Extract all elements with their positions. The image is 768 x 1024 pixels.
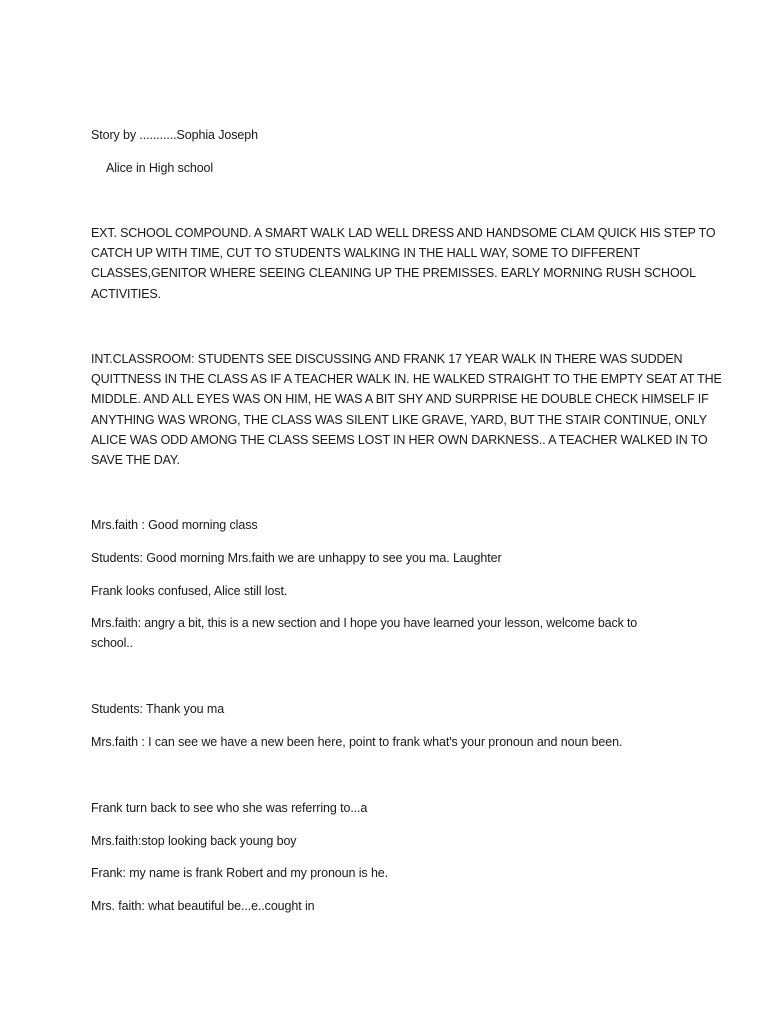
dialogue-paragraph <box>91 613 691 653</box>
dialogue-line: Frank: my name is frank Robert and my pronoun is he. <box>91 866 389 880</box>
story-title: Alice in High school <box>106 161 214 175</box>
scene-line: MIDDLE. AND ALL EYES WAS ON HIM, HE WAS A BIT SHY AND SURPRISE HE DOUBLE CHECK HIMSELF IF <box>91 392 709 407</box>
dialogue-line: Students: Thank you ma <box>91 702 225 716</box>
dialogue-line: Mrs. faith: what beautiful be...e..cought in <box>91 899 315 913</box>
scene-line: ALICE WAS ODD AMONG THE CLASS SEEMS LOST IN HER OWN DARKNESS.. A TEACHER WALKED IN TO <box>91 432 708 447</box>
scene-line: CATCH UP WITH TIME, CUT TO STUDENTS WALKING IN THE HALL WAY, SOME TO DIFFERENT <box>91 246 641 261</box>
scene-line: QUITTNESS IN THE CLASS AS IF A TEACHER WALK IN. HE WALKED STRAIGHT TO THE EMPTY SEAT AT THE <box>91 372 722 387</box>
dialogue-line: Mrs.faith : I can see we have a new been here, point to frank what's your pronoun and noun been. <box>91 735 623 749</box>
scene-line: INT.CLASSROOM: STUDENTS SEE DISCUSSING AND FRANK 17 YEAR WALK IN THERE WAS SUDDEN <box>91 352 683 366</box>
dialogue-line: Mrs.faith:stop looking back young boy <box>91 834 297 848</box>
dialogue-line: Mrs.faith: angry a bit, this is a new section and I hope you have learned your lesson, welcome back to <box>91 616 638 630</box>
dialogue-line: school.. <box>91 636 133 651</box>
scene-heading-int <box>91 349 722 470</box>
dialogue-line: Frank looks confused, Alice still lost. <box>91 584 288 598</box>
byline: Story by ...........Sophia Joseph <box>91 128 258 142</box>
scene-line: SAVE THE DAY. <box>91 453 180 468</box>
dialogue-line: Frank turn back to see who she was referring to...a <box>91 801 368 815</box>
scene-line: CLASSES,GENITOR WHERE SEEING CLEANING UP THE PREMISSES. EARLY MORNING RUSH SCHOOL <box>91 266 696 281</box>
scene-line: EXT. SCHOOL COMPOUND. A SMART WALK LAD WELL DRESS AND HANDSOME CLAM QUICK HIS STEP TO <box>91 226 716 240</box>
scene-line: ACTIVITIES. <box>91 286 161 301</box>
dialogue-line: Mrs.faith : Good morning class <box>91 518 258 532</box>
scene-line: ANYTHING WAS WRONG, THE CLASS WAS SILENT LIKE GRAVE, YARD, BUT THE STAIR CONTINUE, ONLY <box>91 412 707 427</box>
scene-heading-ext <box>91 223 716 304</box>
dialogue-line: Students: Good morning Mrs.faith we are unhappy to see you ma. Laughter <box>91 551 502 565</box>
